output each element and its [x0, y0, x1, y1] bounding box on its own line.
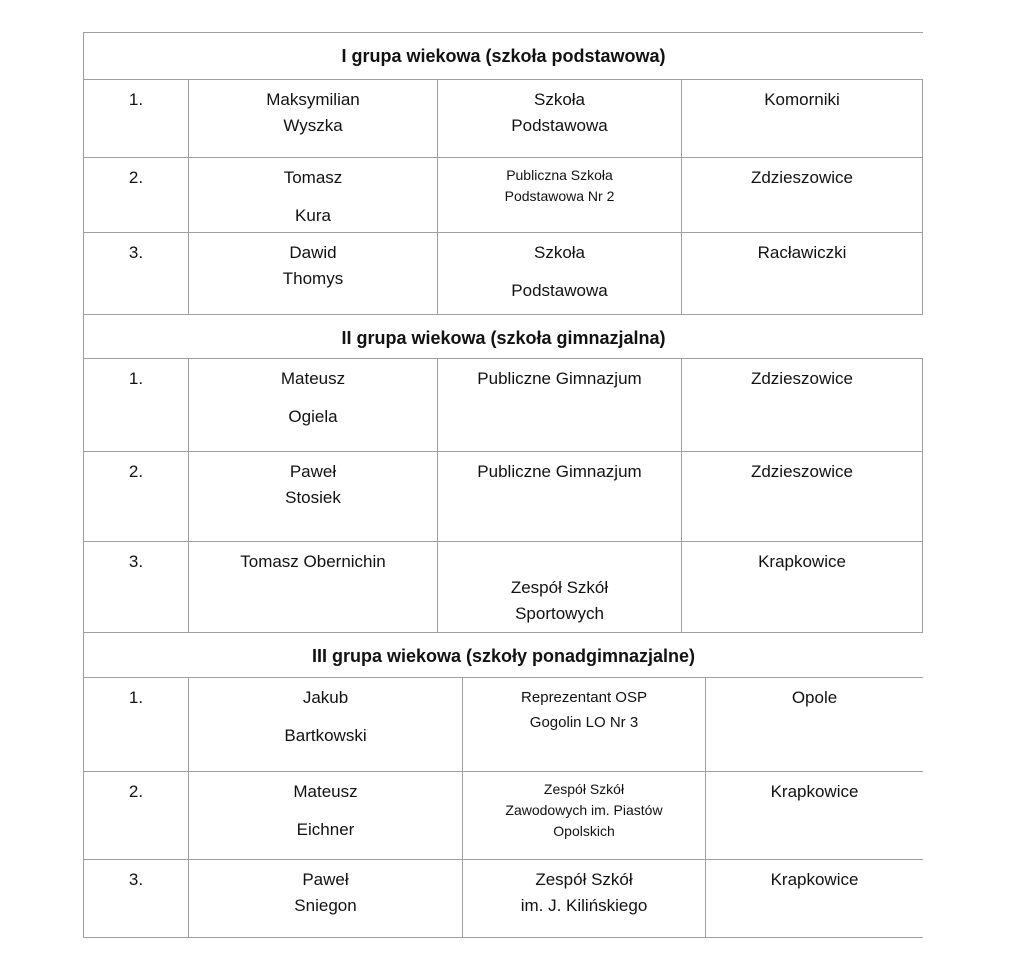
table-row	[84, 859, 923, 937]
school-cell	[438, 359, 682, 451]
text-line: Sportowych	[515, 604, 604, 623]
city-cell	[682, 158, 923, 232]
rank-cell	[84, 158, 189, 232]
text-line: Kura	[295, 206, 331, 225]
rank-cell	[84, 542, 189, 632]
text-line: Jakub	[302, 688, 349, 707]
text-line: Krapkowice	[758, 552, 846, 571]
table-row	[84, 79, 923, 157]
text-line: 1.	[128, 688, 144, 707]
text-line: Publiczna Szkoła	[506, 167, 613, 183]
text-line: Publiczne Gimnazjum	[477, 369, 642, 388]
table-row	[84, 677, 923, 771]
text-line: Paweł	[289, 462, 337, 481]
rank-cell	[84, 233, 189, 314]
competitor-name-cell	[189, 158, 438, 232]
competitor-name-cell	[189, 542, 438, 632]
city-cell	[682, 233, 923, 314]
text-line: Thomys	[282, 269, 344, 288]
text-line: Gogolin LO Nr 3	[529, 714, 639, 731]
text-line: Podstawowa Nr 2	[504, 188, 615, 204]
city-cell	[706, 678, 923, 771]
text-line: Krapkowice	[770, 782, 859, 801]
text-line: 2.	[128, 782, 144, 801]
text-line	[438, 549, 681, 575]
text-line: Podstawowa	[511, 116, 608, 135]
school-cell	[438, 158, 682, 232]
rank-cell	[84, 860, 189, 937]
text-line: 1.	[128, 90, 144, 109]
age-group-header: III grupa wiekowa (szkoły ponadgimnazjalne)	[311, 646, 696, 666]
city-cell	[706, 772, 923, 859]
rank-cell	[84, 452, 189, 541]
text-line: Eichner	[296, 820, 355, 839]
text-line: 3.	[128, 870, 144, 889]
table-row	[84, 358, 923, 451]
table-row	[84, 771, 923, 859]
text-line: 2.	[128, 462, 144, 481]
competitor-name-cell	[189, 233, 438, 314]
age-group-header-row	[84, 632, 923, 677]
text-line: Sniegon	[294, 896, 357, 915]
text-line: 3.	[128, 552, 144, 571]
city-cell	[682, 452, 923, 541]
competitor-name-cell	[189, 80, 438, 157]
competitor-name-cell	[189, 772, 463, 859]
text-line: Zespół Szkół	[543, 781, 625, 797]
text-line: Podstawowa	[511, 281, 608, 300]
school-cell	[438, 452, 682, 541]
text-line: 3.	[128, 243, 144, 262]
rank-cell	[84, 80, 189, 157]
city-cell	[682, 542, 923, 632]
school-cell	[463, 678, 706, 771]
results-table	[83, 32, 923, 938]
text-line: Szkoła	[533, 90, 586, 109]
text-line: Dawid	[289, 243, 337, 262]
competitor-name-cell	[189, 452, 438, 541]
school-cell	[438, 542, 682, 632]
age-group-header-row	[84, 32, 923, 79]
school-cell	[463, 860, 706, 937]
text-line: 1.	[128, 369, 144, 388]
table-row	[84, 157, 923, 232]
city-cell	[706, 860, 923, 937]
table-row	[84, 232, 923, 314]
age-group-header: I grupa wiekowa (szkoła podstawowa)	[341, 46, 666, 66]
text-line: Stosiek	[285, 488, 341, 507]
text-line: Bartkowski	[284, 726, 367, 745]
city-cell	[682, 80, 923, 157]
text-line: Maksymilian	[266, 90, 360, 109]
table-row	[84, 451, 923, 541]
school-cell	[438, 80, 682, 157]
competitor-name-cell	[189, 359, 438, 451]
text-line: Zespół Szkół	[510, 578, 609, 597]
text-line: Szkoła	[533, 243, 586, 262]
text-line: Zawodowych im. Piastów	[505, 802, 663, 818]
text-line: Opole	[791, 688, 838, 707]
text-line: Tomasz Obernichin	[240, 552, 386, 571]
text-line: im. J. Kilińskiego	[520, 896, 648, 915]
rank-cell	[84, 772, 189, 859]
school-cell	[438, 233, 682, 314]
text-line: Krapkowice	[770, 870, 859, 889]
text-line: Zdzieszowice	[750, 168, 854, 187]
text-line: Opolskich	[553, 823, 615, 839]
text-line: Publiczne Gimnazjum	[477, 462, 642, 481]
text-line: 2.	[128, 168, 144, 187]
text-line: Wyszka	[283, 116, 343, 135]
text-line: Zespół Szkół	[535, 870, 633, 889]
text-line: Zdzieszowice	[750, 462, 854, 481]
text-line: Mateusz	[293, 782, 358, 801]
table-row	[84, 541, 923, 632]
school-cell	[463, 772, 706, 859]
text-line: Tomasz	[283, 168, 343, 187]
age-group-header: II grupa wiekowa (szkoła gimnazjalna)	[341, 328, 666, 348]
rank-cell	[84, 678, 189, 771]
text-line: Mateusz	[280, 369, 346, 388]
text-line: Racławiczki	[757, 243, 847, 262]
text-line: Reprezentant OSP	[521, 689, 647, 706]
text-line: Komorniki	[764, 90, 840, 109]
competitor-name-cell	[189, 860, 463, 937]
text-line: Zdzieszowice	[750, 369, 854, 388]
text-line: Ogiela	[288, 407, 338, 426]
rank-cell	[84, 359, 189, 451]
text-line: Paweł	[302, 870, 349, 889]
city-cell	[682, 359, 923, 451]
competitor-name-cell	[189, 678, 463, 771]
age-group-header-row	[84, 314, 923, 358]
